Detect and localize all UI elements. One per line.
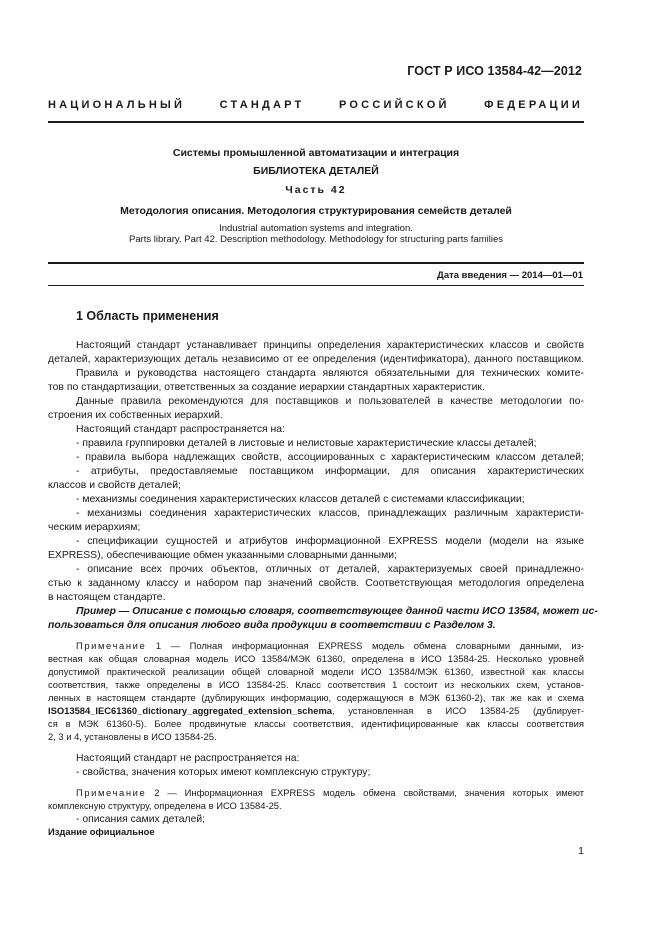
edition-label: Издание официальное [48,826,155,837]
body-line: ческим иерархиям; [48,522,141,533]
body-line: EXPRESS), обеспечивающие обмен указанными словарными данными; [48,550,397,561]
body-line: строения их собственных иерархий. [48,410,223,421]
introduction-date: Дата введения — 2014—01—01 [437,270,583,281]
list-item: - правила группировки деталей в листовые и нелистовые характеристические классы деталей; [76,438,537,449]
note-line: 2, 3 и 4, установлены в ИСО 13584-25. [48,731,217,742]
body-line: Настоящий стандарт распространяется на: [76,424,285,435]
list-item: - свойства, значения которых имеют комплексную структуру; [76,767,371,778]
note-line: комплексную структуру, определена в ИСО 13584-25. [48,800,282,811]
national-standard-heading: НАЦИОНАЛЬНЫЙ СТАНДАРТ РОССИЙСКОЙ ФЕДЕРАЦИИ [48,99,583,111]
title-methodology: Методология описания. Методология структурирования семейств деталей [120,205,512,217]
title-rule [48,262,584,264]
header-rule [48,121,584,123]
body-line: деталей, характеризующих деталь независимо от ее определения (идентификатора), данного поставщиком. [48,354,584,365]
example-line: пользоваться для описания любого вида продукции в соответствии с Разделом 3. [48,620,496,631]
body-line: Данные правила рекомендуются для поставщиков и пользователей в качестве методологии по- [76,396,584,407]
page-number: 1 [578,845,584,857]
list-item: - спецификации сущностей и атрибутов информационной EXPRESS модели (модели на языке [76,536,584,547]
title-english-line2: Parts library. Part 42. Description methodology. Methodology for structuring parts families [128,234,503,245]
title-part: Часть 42 [285,184,347,196]
note-text: 2 — Информационная EXPRESS модель обмена свойствами, значения которых имеют [154,787,584,798]
body-line: Настоящий стандарт не распространяется на: [76,753,300,764]
title-english-line1: Industrial automation systems and integration. [219,223,413,234]
date-rule [48,285,584,286]
note-line: ленных в настоящем стандарте (дублирующих информацию, содержащуюся в МЭК 61360-2), так же как и схема [48,692,584,703]
list-item: - атрибуты, предоставляемые поставщиком информации, для описания характеристических [76,466,584,477]
body-line: тов по стандартизации, ответственных за создание иерархии стандартных характеристик. [48,382,485,393]
title-main: Системы промышленной автоматизации и интеграция [172,147,460,159]
list-item: - механизмы соединения характеристических классов деталей с системами классификации; [76,494,525,505]
body-line: Настоящий стандарт устанавливает принципы определения характеристических классов и свойств [76,340,584,351]
note-line: соответствия, также определены в ИСО 13584-25. Класс соответствия 1 состоит из нескольких схем, установ- [48,679,584,690]
note-line [76,640,584,653]
note-line [48,705,584,718]
list-item: - описания самих деталей; [76,814,206,825]
note-line: допустимой практической реализации общей словарной модели ИСО 13584/МЭК 61360, известной как классы [48,666,584,677]
body-line: классов и свойств деталей; [48,480,181,491]
list-item: - правила выбора надлежащих свойств, ассоциированных с характеристическим классом деталей; [76,452,584,463]
section-title: 1 Область применения [76,309,219,323]
note-line: вестная как общая словарная модель ИСО 13584/МЭК 61360, определена в ИСО 13584-25. Несколько уровней [48,653,584,664]
note-text: 1 — Полная информационная EXPRESS модель обмена словарными данными, из- [155,640,584,651]
note-label: Примечание [76,640,147,651]
body-line: в настоящем стандарте. [48,592,166,603]
note-line [76,787,584,800]
standard-number: ГОСТ Р ИСО 13584-42—2012 [407,64,582,78]
note-text: , установленная в ИСО 13584-25 (дублирует- [332,705,584,716]
note-label: Примечание [76,787,147,798]
list-item: - механизмы соединения характеристических классов, принадлежащих различным характеристи- [76,508,584,519]
note-line: ся в МЭК 61360-5). Более продвинутые классы соответствия, идентифицированные как классы соответствия [48,718,584,729]
body-line: стью к заданному классу и набором пар значений свойств. Соответствующая методология определена [48,578,584,589]
body-line: Правила и руководства настоящего стандарта являются обязательными для технических комите- [76,368,584,379]
title-library: БИБЛИОТЕКА ДЕТАЛЕЙ [253,165,379,177]
example-line: Пример — Описание с помощью словаря, соответствующее данной части ИСО 13584, может ис- [76,606,598,617]
list-item: - описание всех прочих объектов, отличных от деталей, характеризуемых своей принадлежно- [76,564,584,575]
schema-name: ISO13584_IEC61360_dictionary_aggregated_extension_schema [48,705,333,716]
